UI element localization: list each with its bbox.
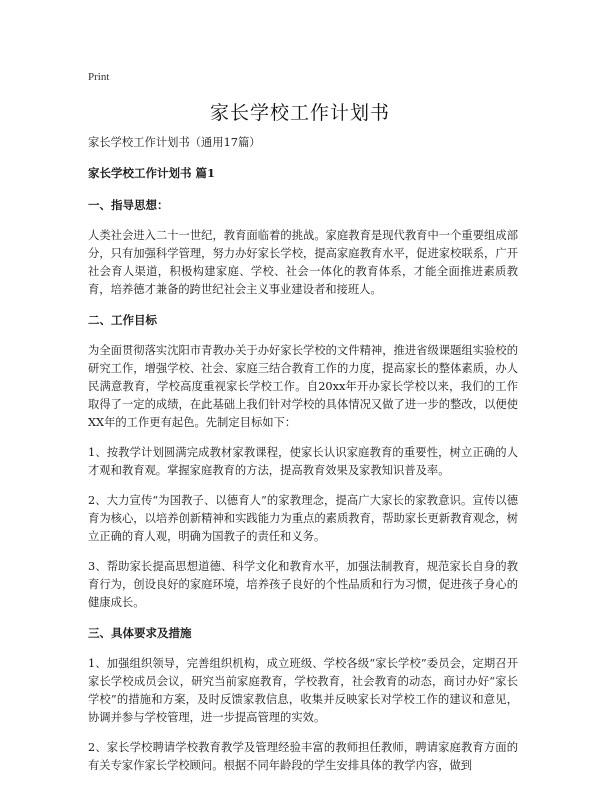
paragraph: 人类社会进入二十一世纪，教育面临着的挑战。家庭教育是现代教育中一个重要组成部分，只有加强科学管理，努力办好家长学校，提高家庭教育水平，促进家校联系，广开社会育人渠道，积极构建家庭、学校、社会一体化的教育体系，才能全面推进素质教育，培养德才兼备的跨世纪社会主义事业建设者和接班人。 [88,229,518,296]
paragraph: 2、大力宣传“为国教子、以德育人”的家教理念，提高广大家长的家教意识。宣传以德育为核心，以培养创新精神和实践能力为重点的素质教育，帮助家长更新教育观念，树立正确的育人观，明确为国教子的责任和义务。 [88,494,518,543]
print-label[interactable]: Print [88,71,110,83]
section-heading-guiding-thought: 一、指导思想： [88,198,169,212]
section-heading-work-goals: 二、工作目标 [88,313,157,327]
paragraph: 为全面贯彻落实沈阳市青教办关于办好家长学校的文件精神，推进省级课题组实验校的研究工作，增强学校、社会、家庭三结合教育工作的力度，提高家长的整体素质，办人民满意教育，学校高度重视家长学校工作。自20xx年开办家长学校以来，我们的工作取得了一定的成绩，在此基础上我们针对学校的具体情况又做了进一步的整改，以便使XX年的工作更有起色。先制定目标如下： [88,344,518,429]
paragraph: 1、加强组织领导，完善组织机构，成立班级、学校各级“家长学校”委员会，定期召开家长学校成员会议，研究当前家庭教育，学校教育，社会教育的动态，商讨办好“家长学校”的措施和方案，及时反馈家教信息，收集并反映家长对学校工作的建议和意见，协调并参与学校管理，进一步提高管理的实效。 [88,657,518,724]
paragraph: 1、按教学计划圆满完成教材家教课程，使家长认识家庭教育的重要性，树立正确的人才观和教育观。掌握家庭教育的方法，提高教育效果及家教知识普及率。 [88,446,518,477]
document-subtitle: 家长学校工作计划书（通用17篇） [88,136,261,149]
section-heading-requirements: 三、具体要求及措施 [88,626,192,640]
essay-title: 家长学校工作计划书 篇1 [88,166,216,180]
paragraph: 2、家长学校聘请学校教育教学及管理经验丰富的教师担任教师，聘请家庭教育方面的有关专家作家长学校顾问。根据不同年龄段的学生安排具体的教学内容，做到 [88,741,518,772]
page-title: 家长学校工作计划书 [209,102,390,124]
paragraph: 3、帮助家长提高思想道德、科学文化和教育水平，加强法制教育，规范家长自身的教育行为，创设良好的家庭环境，培养孩子良好的个性品质和行为习惯，促进孩子身心的健康成长。 [88,560,518,609]
document-body [88,134,518,787]
